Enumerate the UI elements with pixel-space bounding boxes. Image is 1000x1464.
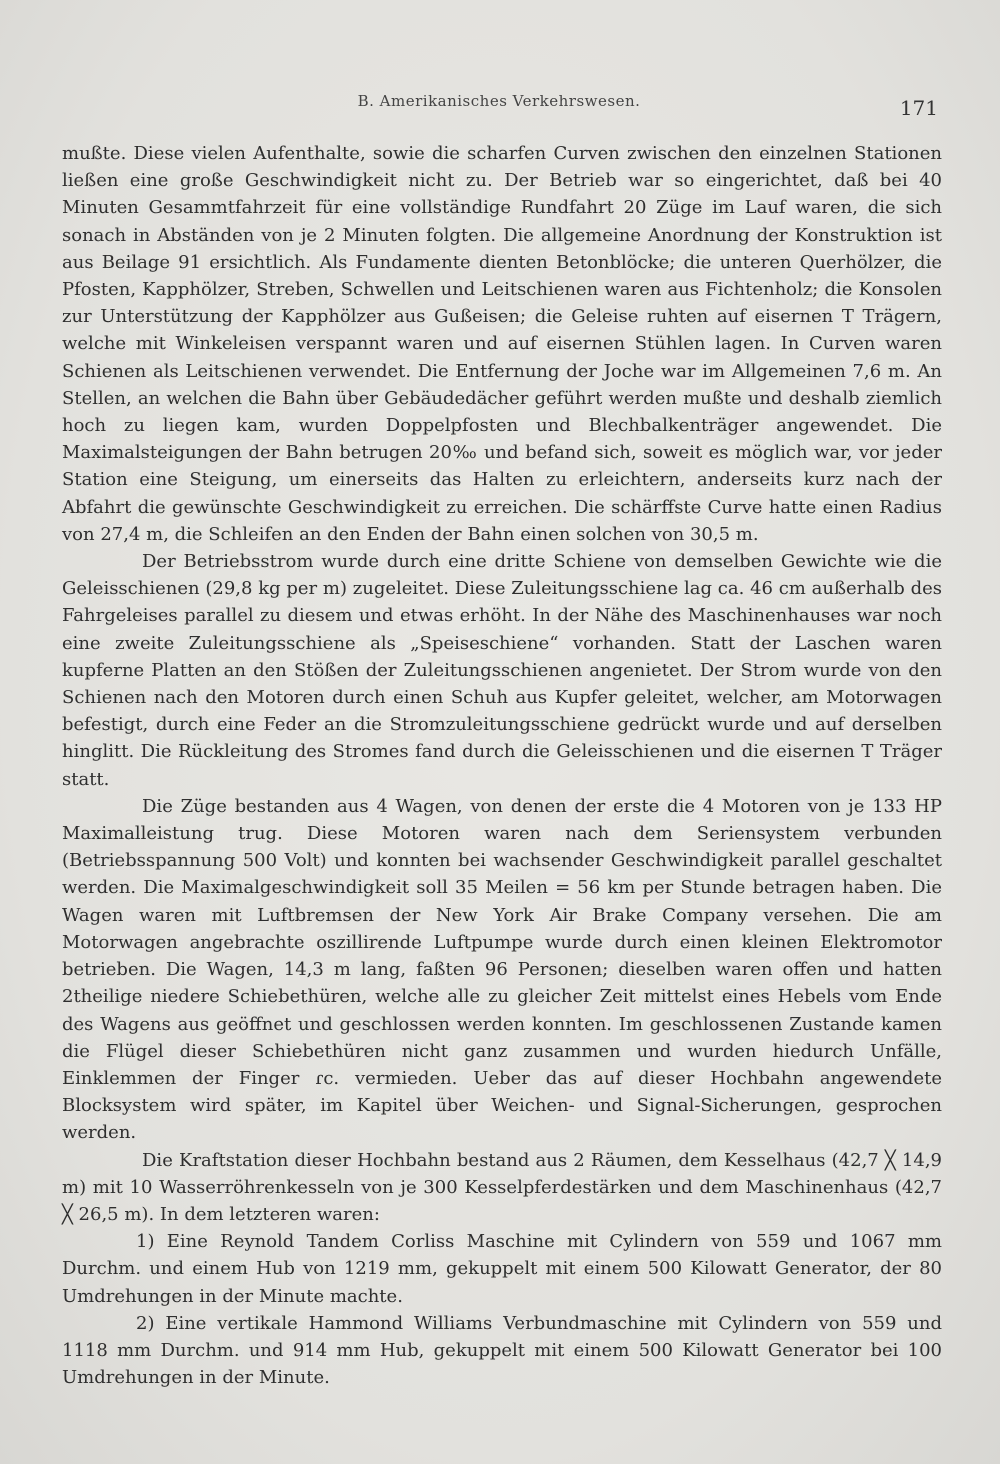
paragraph: Der Betriebsstrom wurde durch eine dritte Schiene von demselben Gewichte wie die Geleisschienen (29,8 kg per m) zugeleitet. Diese Zuleitungsschiene lag ca. 46 cm außerhalb des Fahrgeleises parallel zu diesem und etwas erhöht. In der Nähe des Maschinenhauses war noch eine zweite Zuleitungsschiene als „Speiseschiene“ vorhanden. Statt der Laschen waren kupferne Platten an den Stößen der Zuleitungsschienen angenietet. Der Strom wurde von den Schienen nach den Motoren durch einen Schuh aus Kupfer geleitet, welcher, am Motorwagen befestigt, durch eine Feder an die Stromzuleitungsschiene gedrückt wurde und auf derselben hinglitt. Die Rückleitung des Stromes fand durch die Geleisschienen und die eisernen T Träger statt. [62,551,942,790]
paragraph: Die Züge bestanden aus 4 Wagen, von denen der erste die 4 Motoren von je 133 HP Maximalleistung trug. Diese Motoren waren nach dem Seriensystem verbunden (Betriebsspannung 500 Volt) und konnten bei wachsender Geschwindigkeit parallel geschaltet werden. Die Maximalgeschwindigkeit soll 35 Meilen = 56 km per Stunde betragen haben. Die Wagen waren mit Luftbremsen der New York Air Brake Company versehen. Die am Motorwagen angebrachte oszillirende Luftpumpe wurde durch einen kleinen Elektromotor betrieben. Die Wagen, 14,3 m lang, faßten 96 Personen; dieselben waren offen und hatten 2theilige niedere Schiebethüren, welche alle zu gleicher Zeit mittelst eines Hebels vom Ende des Wagens aus geöffnet und geschlossen werden konnten. Im geschlossenen Zustande kamen die Flügel dieser Schiebethüren nicht ganz zusammen und wurden hiedurch Unfälle, Einklemmen der Finger ɾc. vermieden. Ueber das auf dieser Hochbahn angewendete Blocksystem wird später, im Kapitel über Weichen- und Signal-Sicherungen, gesprochen werden. [62,795,942,1144]
page-header [60,88,938,122]
list-item: 2) Eine vertikale Hammond Williams Verbundmaschine mit Cylindern von 559 und 1118 mm Durchm. und 914 mm Hub, gekuppelt mit einem 500 Kilowatt Generator bei 100 Umdrehungen in der Minute. [62,1312,942,1389]
running-head: B. Amerikanisches Verkehrswesen. [357,92,641,110]
page-number: 171 [899,96,938,120]
list-item: 1) Eine Reynold Tandem Corliss Maschine mit Cylindern von 559 und 1067 mm Durchm. und einem Hub von 1219 mm, gekuppelt mit einem 500 Kilowatt Generator, der 80 Umdrehungen in der Minute machte. [62,1231,942,1307]
paragraph: mußte. Diese vielen Aufenthalte, sowie die scharfen Curven zwischen den einzelnen Stationen ließen eine große Geschwindigkeit nicht zu. Der Betrieb war so eingerichtet, daß bei 40 Minuten Gesammtfahrzeit für eine vollständige Rundfahrt 20 Züge im Lauf waren, die sich sonach in Abständen von je 2 Minuten folgten. Die allgemeine Anordnung der Konstruktion ist aus Beilage 91 ersichtlich. Als Fundamente dienten Betonblöcke; die unteren Querhölzer, die Pfosten, Kapphölzer, Streben, Schwellen und Leitschienen waren aus Fichtenholz; die Konsolen zur Unterstützung der Kapphölzer aus Gußeisen; die Geleise ruhten auf eisernen T Trägern, welche mit Winkeleisen verspannt waren und auf eisernen Stühlen lagen. In Curven waren Schienen als Leitschienen verwendet. Die Entfernung der Joche war im Allgemeinen 7,6 m. An Stellen, an welchen die Bahn über Gebäudedächer geführt werden mußte und deshalb ziemlich hoch zu liegen kam, wurden Doppelpfosten und Blechbalkenträger angewendet. Die Maximalsteigungen der Bahn betrugen 20‰ und befand sich, soweit es möglich war, vor jeder Station eine Steigung, um einerseits das Halten zu erleichtern, anderseits kurz nach der Abfahrt die gewünschte Geschwindigkeit zu erreichen. Die schärffste Curve hatte einen Radius von 27,4 m, die Schleifen an den Enden der Bahn einen solchen von 30,5 m. [62,143,942,545]
body-text [62,140,942,1391]
paragraph: Die Kraftstation dieser Hochbahn bestand aus 2 Räumen, dem Kesselhaus (42,7 ╳ 14,9 m) mit 10 Wasserröhrenkesseln von je 300 Kesselpferdestärken und dem Maschinenhaus (42,7 ╳ 26,5 m). In dem letzteren waren: [62,1149,942,1225]
